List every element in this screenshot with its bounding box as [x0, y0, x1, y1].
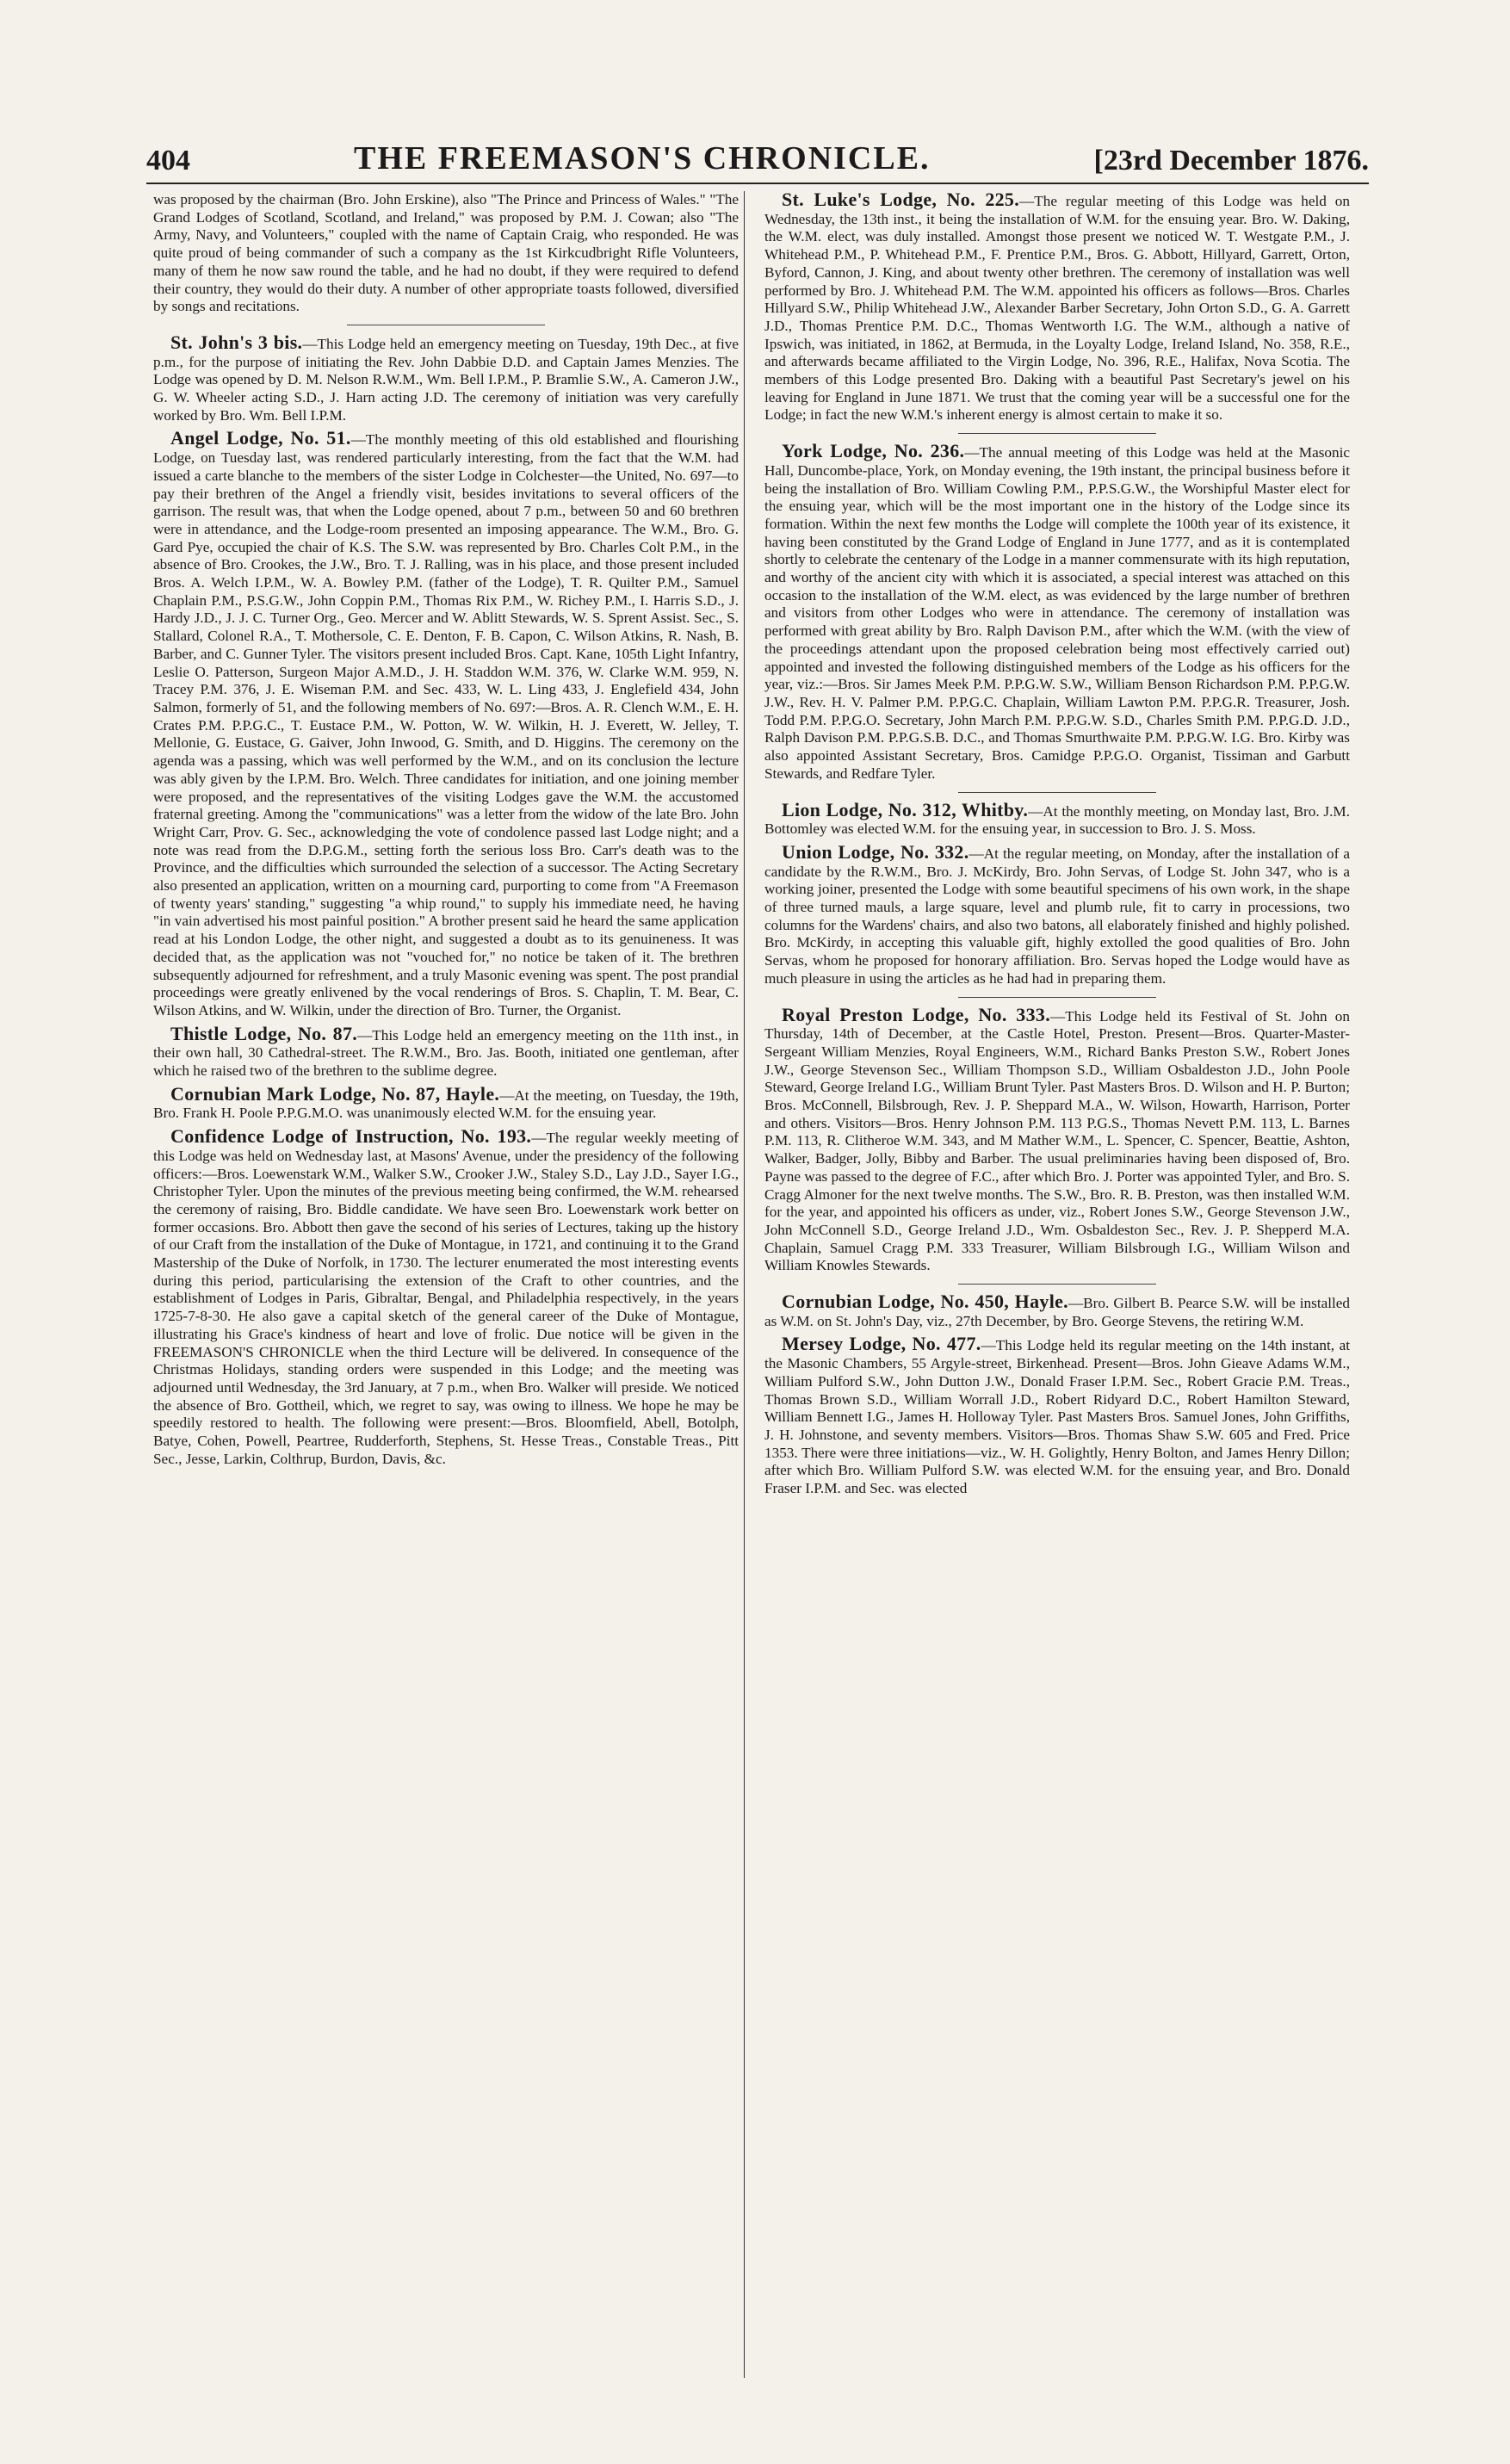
article-angel [153, 427, 739, 1019]
article-st-johns [153, 331, 740, 425]
article-body: —This Lodge held an emergency meeting on the 11th inst., in their own hall, 30 Cathedral-street. The R.W.M., Bro. Jas. Booth, initiated one gentleman, after which he raised two of the brethren to the sublime degree. [153, 1026, 739, 1080]
article-heading: Royal Preston Lodge, No. 333. [782, 1003, 1051, 1025]
separator-rule [958, 997, 1156, 998]
article-mersey [764, 1335, 1350, 1497]
article-york [764, 440, 1350, 783]
article-body: —At the meeting, on Tuesday, the 19th, Bro. Frank H. Poole P.P.G.M.O. was unanimously elected W.M. for the ensuing year. [153, 1087, 739, 1122]
separator-rule [958, 433, 1156, 434]
article-cornubian [764, 1293, 1350, 1330]
article-body: —The regular weekly meeting of this Lodge was held on Wednesday last, at Masons' Avenue, under the presidency of the following officers:—Bros. Loewenstark W.M., Walker S.W., Crooker J.W., Staley S.D., Lay J.D., Sayer I.G., Christopher Tyler. Upon the minutes of the previous meeting being confirmed, the W.M. rehearsed the ceremony of raising, Bro. Biddle candidate. We have seen Bro. Loewenstark work better on former occasions. Bro. Abbott then gave the second of his series of Lectures, taking up the history of our Craft from the installation of the Duke of Montague, in 1721, and continuing it to the Grand Mastership of the Duke of Norfolk, in 1730. The lecturer enumerated the most interesting events during this period, particularising the extension of the Craft to other countries, and the establishment of Lodges in Paris, Gibraltar, Bengal, and Philadelphia respectively, in the years 1725-7-8-30. He also gave a capital sketch of the general career of the Duke of Montague, illustrating his Grace's kindness of heart and love of frolic. Due notice will be given in the FREEMASON'S CHRONICLE when the third Lecture will be delivered. In consequence of the Christmas Holidays, standing orders were suspended in this Lodge; and the meeting was adjourned until Wednesday, the 3rd January, at 7 p.m., when Bro. Walker will preside. We noticed the absence of Bro. Gottheil, which, we regret to say, was owing to illness. We hope he may be speedily restored to health. The following were present:—Bros. Bloomfield, Abell, Botolph, Batye, Cohen, Powell, Peartree, Rudderforth, Stephens, St. Hesse Treas., Constable Treas., Pitt Sec., Jesse, Larkin, Colthrup, Burdon, Davis, &c. [153, 1130, 740, 1467]
article-body: —This Lodge held its Festival of St. John on Thursday, 14th of December, at the Castle Hotel, Preston. Present—Bros. Quarter-Master-Sergeant William Menzies, Royal Engineers, W.M., Richard Banks Preston S.W., Robert Jones J.W., George Stevenson Sec., William Thompson S.D., William Osbaldeston J.D., John Poole Steward, George Ireland I.G., William Brunt Tyler. Past Masters Bros. D. Wilson and H. P. Burton; Bros. McConnell, Bilsbrough, Rev. J. P. Sheppard M.A., W. Wilson, Howarth, Harrison, Porter and others. Visitors—Bros. Henry Johnson P.M. 113 P.G.S., Thomas Nevett P.M. 113, L. Barnes P.M. 113, R. Clitheroe W.M. 343, and M Mather W.M., L. Spencer, C. Spencer, Beattie, Ashton, Walker, Badger, Jolly, Bibby and Barber. The usual preliminaries having been disposed of, Bro. Payne was passed to the degree of F.C., after which Bro. J. Porter was appointed Tyler, and Bro. S. Cragg Almoner for the next twelve months. The S.W., Bro. R. B. Preston, was then installed W.M. for the year, and appointed his officers as under, viz., Robert Jones S.W., George Stevenson J.W., John McConnell S.D., George Ireland J.D., Wm. Osbaldeston Sec., Rev. J. P. Shepperd M.A. Chaplain, Samuel Cragg P.M. 333 Treasurer, William Bilsbrough I.G., William Wilson and William Knowles Stewards. [764, 1007, 1350, 1274]
separator-rule [958, 792, 1156, 793]
article-heading: St. John's 3 bis. [170, 331, 303, 353]
article-body: —At the regular meeting, on Monday, after the installation of a candidate by the R.W.M., Bro. J. McKirdy, Bro. John Servas, of Lodge St. John 347, who is a working joiner, presented the Lodge with some beautiful specimens of his own work, in the shape of three turned mauls, a large square, level and plumb rule, fit to carry in processions, two columns for the Wardens' chairs, and also two batons, all elaborately finished and highly polished. Bro. McKirdy, in accepting this valuable gift, highly extolled the good qualities of Bro. John Servas, whom he proposed for honorary affiliation. Bro. Servas hoped the Lodge would have as much pleasure in using the articles as he had had in preparing them. [764, 845, 1351, 987]
article-union [764, 840, 1351, 988]
article-heading: St. Luke's Lodge, No. 225. [782, 189, 1020, 210]
article-body: —Bro. Gilbert B. Pearce S.W. will be installed as W.M. on St. John's Day, viz., 27th December, by Bro. George Stevens, the retiring W.M. [764, 1295, 1351, 1329]
masthead-rule [146, 183, 1369, 184]
separator-rule [958, 1284, 1156, 1285]
publication-title: THE FREEMASON'S CHRONICLE. [353, 140, 931, 176]
right-column [764, 191, 1350, 1503]
left-column [153, 191, 739, 1474]
article-heading: Cornubian Mark Lodge, No. 87, Hayle. [170, 1082, 500, 1105]
article-heading: Union Lodge, No. 332. [782, 840, 969, 863]
article-body: —The annual meeting of this Lodge was held at the Masonic Hall, Duncombe-place, York, on Monday evening, the 19th instant, the principal business before it being the installation of Bro. William Cowling P.M., P.P.S.G.W., the Worshipful Master elect for the ensuing year, which will be the most important one in the history of the Lodge since its formation. Within the next few months the Lodge will complete the 100th year of its existence, it having been constituted by the Grand Lodge of England in June 1777, and as it is contemplated shortly to celebrate the centenary of the Lodge in a manner commensurate with its high reputation, and worthy of the ancient city with which it is associated, a special interest was attached on this occasion to the installation of the W.M. elect, as was evidenced by the large number of brethren and visitors from other Lodges who were in attendance. The ceremony of installation was performed with great ability by Bro. Ralph Davison P.M., after which the W.M. (with the view of the proceedings attendant upon the proposed celebration being most effectively carried out) appointed and invested the following distinguished members of the Lodge as his officers for the year, viz.:—Bros. Sir James Meek P.M. P.P.G.W. S.W., William Benson Richardson P.M. P.P.G.W. J.W., Rev. H. V. Palmer P.M. P.P.G.C. Chaplain, William Lawton P.M. P.P.G.R. Treasurer, Josh. Todd P.M. P.P.G.O. Secretary, John March P.M. P.P.G.W. S.D., Charles Smith P.M. P.P.G.D. J.D., Ralph Davison P.M. P.P.G.S.B. D.C., and Thomas Smurthwaite P.M. P.P.G.W. I.G. Bro. Kirby was also appointed Assistant Secretary, Bros. Camidge P.P.G.O. Organist, Tissiman and Garbutt Stewards, and Redfare Tyler. [764, 444, 1350, 782]
article-heading: Confidence Lodge of Instruction, No. 193. [170, 1125, 532, 1148]
article-heading: Lion Lodge, No. 312, Whitby. [782, 798, 1029, 820]
article-body: —This Lodge held its regular meeting on the 14th instant, at the Masonic Chambers, 55 Argyle-street, Birkenhead. Present—Bros. John Gieave Adams W.M., William Pulford S.W., John Dutton J.W., Donald Fraser I.P.M. Sec., Robert Gracie P.M. Treas., Thomas Brown S.D., William Worrall J.D., Robert Ridyard D.C., Robert Hamilton Steward, William Bennett I.G., James H. Holloway Tyler. Past Masters Bros. Samuel Jones, John Griffiths, J. H. Johnstone, and seventy members. Visitors—Bros. Thomas Shaw S.W. 605 and Fred. Price 1353. There were three initiations—viz., W. H. Golightly, Henry Bolton, and James Henry Dillon; after which Bro. William Pulford S.W. was elected W.M. for the ensuing year, and Bro. Donald Fraser I.P.M. and Sec. was elected [764, 1337, 1350, 1497]
masthead [146, 129, 1369, 177]
article-heading: York Lodge, No. 236. [782, 440, 965, 462]
article-heading: Mersey Lodge, No. 477. [782, 1333, 981, 1355]
issue-date: [23rd December 1876. [1093, 145, 1369, 176]
article-cornubian-mark [153, 1082, 739, 1123]
article-heading: Angel Lodge, No. 51. [170, 427, 351, 449]
article-body: was proposed by the chairman (Bro. John Erskine), also "The Prince and Princess of Wales." "The Grand Lodges of Scotland, Scotland, and Ireland," was proposed by P.M. J. Cowan; also "The Army, Navy, and Volunteers," coupled with the name of Captain Craig, who responded. He was quite proud of being commander of such a company as the 1st Kirkcudbright Rifle Volunteers, many of them he now saw round the table, and he had no doubt, if they were required to defend their country, they would do their duty. A number of other appropriate toasts followed, diversified by songs and recitations. [153, 191, 739, 315]
column-divider [744, 191, 745, 2378]
article-body: —The monthly meeting of this old established and flourishing Lodge, on Tuesday last, was rendered particularly interesting, from the fact that the W.M. had issued a carte blanche to the members of the sister Lodge in Colchester—the United, No. 697—to pay their brethren of the Angel a friendly visit, besides invitations to several officers of the garrison. The result was, that when the Lodge opened, about 7 p.m., between 50 and 60 brethren were in attendance, and the Lodge-room presented an imposing appearance. The W.M., Bro. G. Gard Pye, occupied the chair of K.S. The S.W. was represented by Bro. Charles Colt P.M., in the absence of Bro. Crookes, the J.W., Bro. T. J. Ralling, was in his place, and those present included Bros. A. Welch I.P.M., W. A. Bowley P.M. (father of the Lodge), T. R. Quilter P.M., Samuel Chaplain P.M., P.S.G.W., John Coppin P.M., Thomas Rix P.M., W. Richey P.M., I. Harris S.D., J. Hardy J.D., J. J. C. Turner Org., Geo. Mercer and W. Ablitt Stewards, W. S. Sprent Assist. Sec., S. Stallard, Colonel R.A., T. Mothersole, C. E. Denton, F. B. Capon, C. Wilson Atkins, R. Nash, B. Barber, and C. Gunner Tyler. The visitors present included Bros. Capt. Kane, 105th Light Infantry, Leslie O. Patterson, Surgeon Major A.M.D., J. H. Staddon W.M. 376, W. Clarke W.M. 959, N. Tracey P.M. 376, J. E. Wiseman P.M. and Sec. 433, W. L. Ling 433, J. Englefield 434, John Salmon, formerly of 51, and the following members of No. 697:—Bros. A. R. Clench W.M., E. H. Crates P.M. P.P.G.C., T. Eustace P.M., W. Potton, W. W. Wilkin, H. J. Everett, W. Jelley, T. Mellonie, G. Eustace, G. Gaiver, John Inwood, G. Smith, and D. Higgins. The ceremony on the agenda was a passing, which was well performed by the W.M., and on its conclusion the lecture was ably given by the I.P.M. Bro. Welch. Three candidates for initiation, and one joining member were proposed, and the representatives of the visiting Lodges gave the W.M. the accustomed fraternal greeting. Among the "communications" was a letter from the widow of the late Bro. John Wright Carr, Prov. G. Sec., acknowledging the vote of condolence passed last Lodge night; and a note was read from the D.P.G.M., setting forth the serious loss Bro. Carr's death was to the Province, and the difficulties which surrounded the selection of a successor. The Acting Secretary also presented an application, written on a mourning card, purporting to come from "A Freemason of twenty years' standing," suggesting "a whip round," to supply his immediate need, he having "in vain advertised his most painful position." A brother present said he heard the same application read at his London Lodge, the other night, and suggested a doubt as to its genuineness. It was decided that, as the application was not "vouched for," no notice be taken of it. The brethren subsequently adjourned for refreshment, and a truly Masonic evening was spent. The post prandial proceedings were greatly enlivened by the vocal renderings of Bros. S. Chaplin, T. M. Bear, C. Wilson Atkins, and W. Wilkin, under the direction of Bro. Turner, the Organist. [153, 431, 739, 1018]
article-body: —This Lodge held an emergency meeting on Tuesday, 19th Dec., at five p.m., for the purpose of initiating the Rev. John Dabbie D.D. and Captain James Menzies. The Lodge was opened by D. M. Nelson R.W.M., Wm. Bell I.P.M., P. Bramlie S.W., A. Cameron J.W., G. W. Wheeler acting S.D., J. Harn acting J.D. The ceremony of initiation was very carefully worked by Bro. Wm. Bell I.P.M. [153, 335, 740, 424]
article-body: —At the monthly meeting, on Monday last, Bro. J.M. Bottomley was elected W.M. for the ensuing year, in succession to Bro. J. S. Moss. [764, 802, 1350, 838]
article-heading: Thistle Lodge, No. 87. [170, 1022, 358, 1044]
article-lion [764, 798, 1350, 839]
article-royal-preston [764, 1003, 1350, 1276]
article-thistle [153, 1022, 739, 1080]
page-number: 404 [146, 145, 190, 176]
article-st-lukes [764, 191, 1350, 424]
article-body: —The regular meeting of this Lodge was held on Wednesday, the 13th inst., it being the installation of W.M. for the ensuing year. Bro. W. Daking, the W.M. elect, was duly installed. Amongst those present we noticed W. T. Westgate P.M., J. Whitehead P.M., P. Whitehead P.M., F. Prentice P.M., Bros. G. Abbott, Hillyard, Garrett, Orton, Byford, Cannon, J. King, and about twenty other brethren. The ceremony of installation was well performed by Bro. J. Whitehead P.M. The W.M. appointed his officers as follows—Bros. Charles Hillyard S.W., Philip Whitehead J.W., Alexander Barber Secretary, John Orton S.D., G. A. Garrett J.D., Thomas Prentice P.M. D.C., Thomas Wentworth I.G. The W.M., although a native of Ipswich, was initiated, in 1862, at Bermuda, in the Loyalty Lodge, Ireland Island, No. 358, R.E., and afterwards became affiliated to the Virgin Lodge, No. 396, R.E., Halifax, Nova Scotia. The members of this Lodge presented Bro. Daking with a beautiful Past Secretary's jewel on his leaving for England in June 1871. We trust that the coming year will be a successful one for the Lodge; in fact the new W.M.'s inherent energy is almost certain to make it so. [764, 193, 1350, 424]
article-confidence [153, 1125, 740, 1468]
article-heading: Cornubian Lodge, No. 450, Hayle. [782, 1291, 1068, 1313]
article-continued [153, 191, 739, 316]
